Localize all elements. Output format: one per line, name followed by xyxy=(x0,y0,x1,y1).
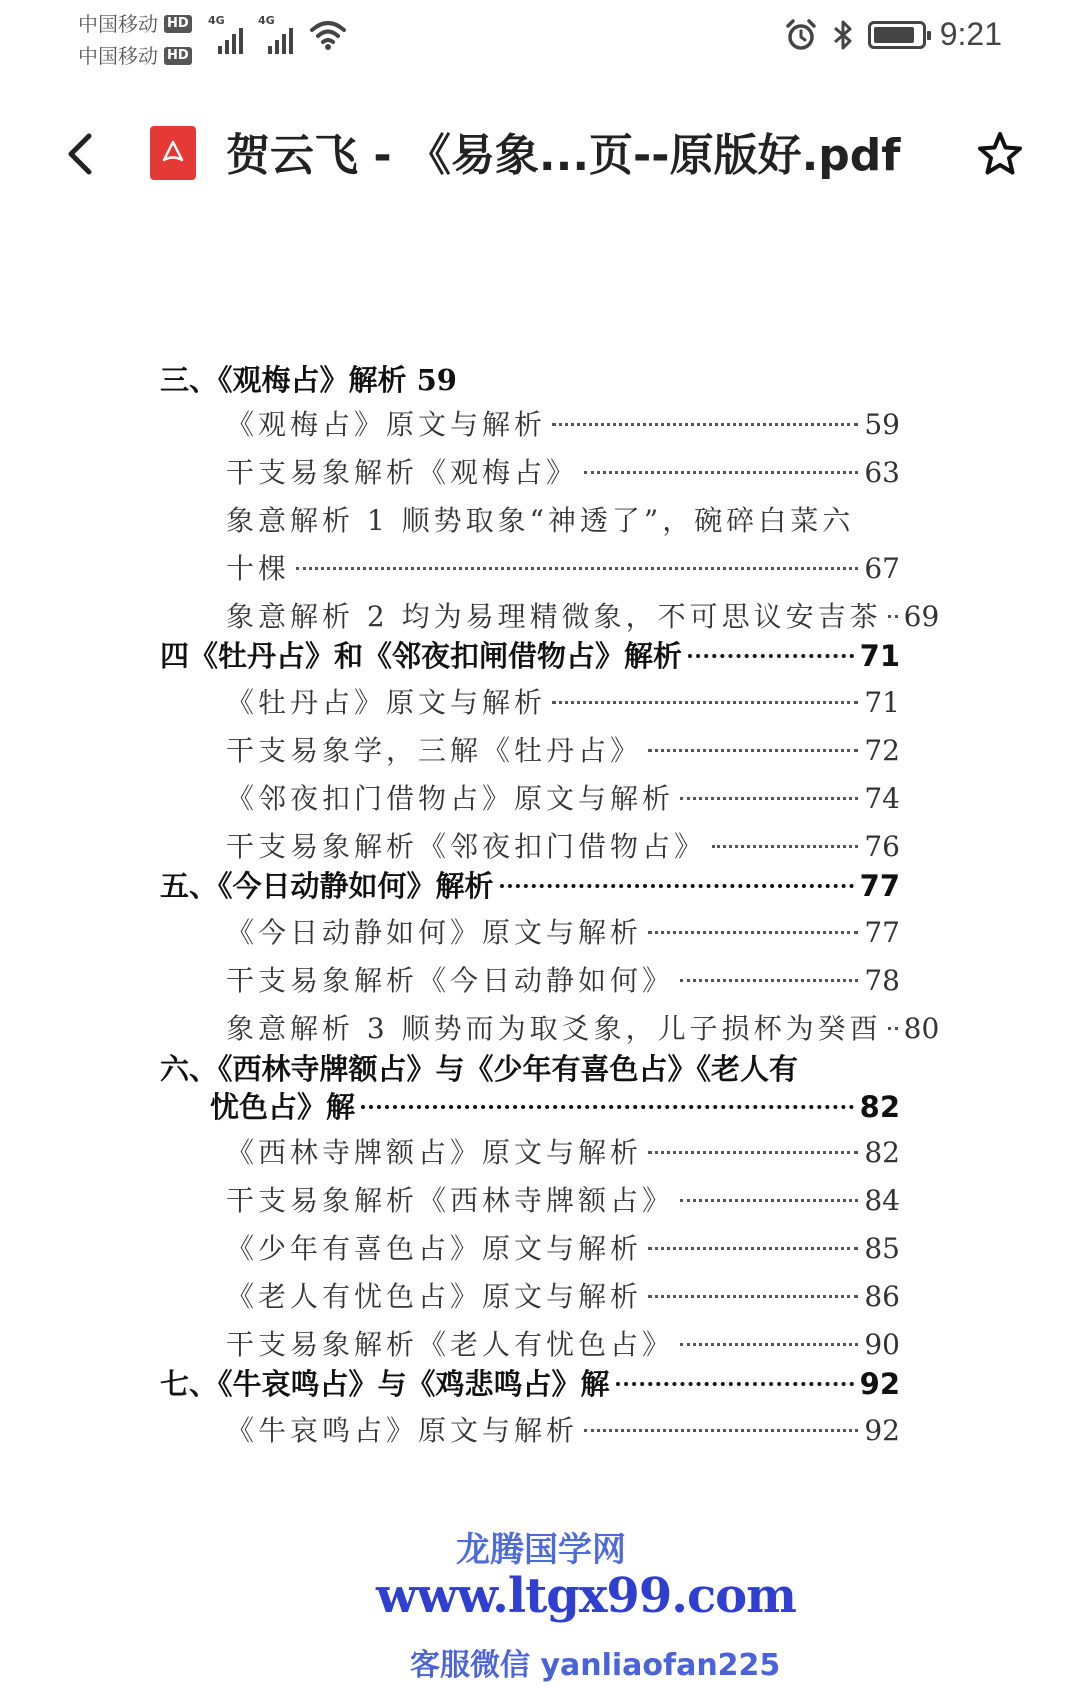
toc-entry[interactable] xyxy=(160,825,900,865)
dot-leader xyxy=(888,1027,898,1030)
toc-section-entry[interactable] xyxy=(160,358,900,399)
favorite-button[interactable] xyxy=(970,124,1030,184)
toc-entry-label: 《今日动静如何》原文与解析 xyxy=(226,916,643,949)
toc-entry-label: 十棵 xyxy=(226,552,291,585)
dot-leader xyxy=(648,1151,858,1154)
hd-badge: HD xyxy=(164,15,192,33)
dot-leader xyxy=(552,701,858,704)
toc-entry-label: 《邻夜扣门借物占》原文与解析 xyxy=(226,782,675,815)
dot-leader xyxy=(584,1429,858,1432)
toc-entry-label: 干支易象解析《观梅占》 xyxy=(226,456,579,489)
document-title: 贺云飞 - 《易象...页--原版好.pdf xyxy=(226,130,901,181)
pdf-file-icon xyxy=(150,126,196,180)
app-bar xyxy=(0,100,1080,210)
toc-page-number: 82 xyxy=(859,1090,900,1124)
dot-leader xyxy=(648,1295,858,1298)
signal-icon xyxy=(208,14,244,54)
toc-page-number: 84 xyxy=(864,1184,900,1217)
toc-entry-label: 五、《今日动静如何》解析 xyxy=(160,869,494,903)
toc-entry[interactable] xyxy=(160,451,900,491)
toc-entry-label: 四《牡丹占》和《邻夜扣闸借物占》解析 xyxy=(160,639,683,673)
dot-leader xyxy=(680,1199,858,1202)
toc-entry[interactable] xyxy=(160,959,900,999)
wifi-icon xyxy=(308,14,348,54)
toc-page-number: 78 xyxy=(864,964,900,997)
bluetooth-icon xyxy=(832,18,854,52)
toc-entry-label: 干支易象解析《老人有忧色占》 xyxy=(226,1328,675,1361)
dot-leader xyxy=(584,471,858,474)
dot-leader xyxy=(616,1382,854,1386)
signal-group xyxy=(208,14,348,54)
toc-section-entry[interactable] xyxy=(160,864,900,905)
toc-page-number: 86 xyxy=(864,1280,900,1313)
chevron-left-icon xyxy=(65,132,95,176)
dot-leader xyxy=(680,979,858,982)
toc-entry[interactable] xyxy=(160,403,900,443)
toc-entry-label: 干支易象学，三解《牡丹占》 xyxy=(226,734,643,767)
toc-entry-label: 干支易象解析《邻夜扣门借物占》 xyxy=(226,830,707,863)
toc-entry[interactable] xyxy=(160,1007,940,1047)
toc-section-entry[interactable] xyxy=(160,1047,900,1088)
toc-page-number: 90 xyxy=(864,1328,900,1361)
status-right xyxy=(784,16,1002,53)
toc-entry[interactable] xyxy=(160,1323,900,1363)
toc-page-number: 92 xyxy=(859,1367,900,1401)
toc-page-number: 72 xyxy=(864,734,900,767)
battery-icon xyxy=(868,21,926,49)
toc-page-number: 80 xyxy=(903,1012,940,1045)
dot-leader xyxy=(296,567,858,570)
toc-entry-label: 三、《观梅占》解析 59 xyxy=(160,363,457,397)
dot-leader xyxy=(648,749,858,752)
hd-badge: HD xyxy=(164,47,192,65)
dot-leader xyxy=(648,931,858,934)
toc-entry-label: 象意解析 1 顺势取象“神透了”，碗碎白菜六 xyxy=(226,504,855,537)
network-type: 4G xyxy=(258,14,275,27)
toc-entry[interactable] xyxy=(160,499,900,539)
toc-entry[interactable] xyxy=(160,729,900,769)
toc-page-number: 63 xyxy=(864,456,900,489)
toc-page-number: 85 xyxy=(864,1232,900,1265)
toc-page-number: 59 xyxy=(864,408,900,441)
back-button[interactable] xyxy=(50,124,110,184)
dot-leader xyxy=(888,615,898,618)
dot-leader xyxy=(712,845,858,848)
carrier-name-1: 中国移动 xyxy=(78,12,158,36)
toc-entry-label: 《少年有喜色占》原文与解析 xyxy=(226,1232,643,1265)
toc-entry-label: 《牛哀鸣占》原文与解析 xyxy=(226,1414,579,1447)
toc-entry-label: 《观梅占》原文与解析 xyxy=(226,408,547,441)
toc-section-entry[interactable] xyxy=(160,1362,900,1403)
toc-entry[interactable] xyxy=(160,1227,900,1267)
toc-entry[interactable] xyxy=(160,1275,900,1315)
dot-leader xyxy=(361,1105,854,1109)
toc-entry-label: 干支易象解析《西林寺牌额占》 xyxy=(226,1184,675,1217)
toc-entry-label: 六、《西林寺牌额占》与《少年有喜色占》《老人有 xyxy=(160,1052,799,1086)
toc-entry[interactable] xyxy=(160,547,900,587)
toc-entry-label: 象意解析 2 均为易理精微象，不可思议安吉茶 xyxy=(226,600,882,633)
toc-page-number: 71 xyxy=(859,639,900,673)
toc-page-number: 71 xyxy=(864,686,900,719)
clock: 9:21 xyxy=(939,16,1002,52)
toc-entry[interactable] xyxy=(160,681,900,721)
toc-page-number: 82 xyxy=(864,1136,900,1169)
toc-page-number: 69 xyxy=(903,600,940,633)
toc-entry-label: 《牡丹占》原文与解析 xyxy=(226,686,547,719)
toc-page-number: 74 xyxy=(864,782,900,815)
toc-section-entry[interactable] xyxy=(160,634,900,675)
toc-page-number: 77 xyxy=(859,869,900,903)
dot-leader xyxy=(680,797,858,800)
toc-entry-label: 《老人有忧色占》原文与解析 xyxy=(226,1280,643,1313)
toc-page-number: 67 xyxy=(864,552,900,585)
toc-entry[interactable] xyxy=(160,1409,900,1449)
dot-leader xyxy=(500,884,854,888)
network-type: 4G xyxy=(208,14,225,27)
toc-entry-label: 七、《牛哀鸣占》与《鸡悲鸣占》解 xyxy=(160,1367,610,1401)
toc-entry[interactable] xyxy=(160,777,900,817)
toc-entry[interactable] xyxy=(160,911,900,951)
dot-leader xyxy=(648,1247,858,1250)
alarm-icon xyxy=(784,18,818,52)
carrier-name-2: 中国移动 xyxy=(78,44,158,68)
dot-leader xyxy=(680,1343,858,1346)
carrier-info xyxy=(78,8,192,72)
toc-page-number: 77 xyxy=(864,916,900,949)
acrobat-icon xyxy=(158,138,188,168)
dot-leader xyxy=(552,423,858,426)
toc-section-entry[interactable] xyxy=(160,1085,900,1126)
toc-entry-label: 干支易象解析《今日动静如何》 xyxy=(226,964,675,997)
toc-entry-label: 忧色占》解 xyxy=(210,1090,356,1124)
toc-page-number: 92 xyxy=(864,1414,900,1447)
dot-leader xyxy=(688,654,854,658)
toc-page-number: 76 xyxy=(864,830,900,863)
toc-entry-label: 象意解析 3 顺势而为取爻象，儿子损杯为癸酉 xyxy=(226,1012,882,1045)
watermark-contact: 客服微信 yanliaofan225 xyxy=(410,1648,781,1683)
toc-entry-label: 《西林寺牌额占》原文与解析 xyxy=(226,1136,643,1169)
toc-entry[interactable] xyxy=(160,1131,900,1171)
watermark-site-name: 龙腾国学网 xyxy=(456,1530,626,1570)
signal-icon xyxy=(258,14,294,54)
toc-entry[interactable] xyxy=(160,595,940,635)
star-outline-icon xyxy=(976,130,1024,178)
toc-entry[interactable] xyxy=(160,1179,900,1219)
status-bar xyxy=(0,0,1080,80)
watermark-url: www.ltgx99.com xyxy=(376,1568,796,1624)
